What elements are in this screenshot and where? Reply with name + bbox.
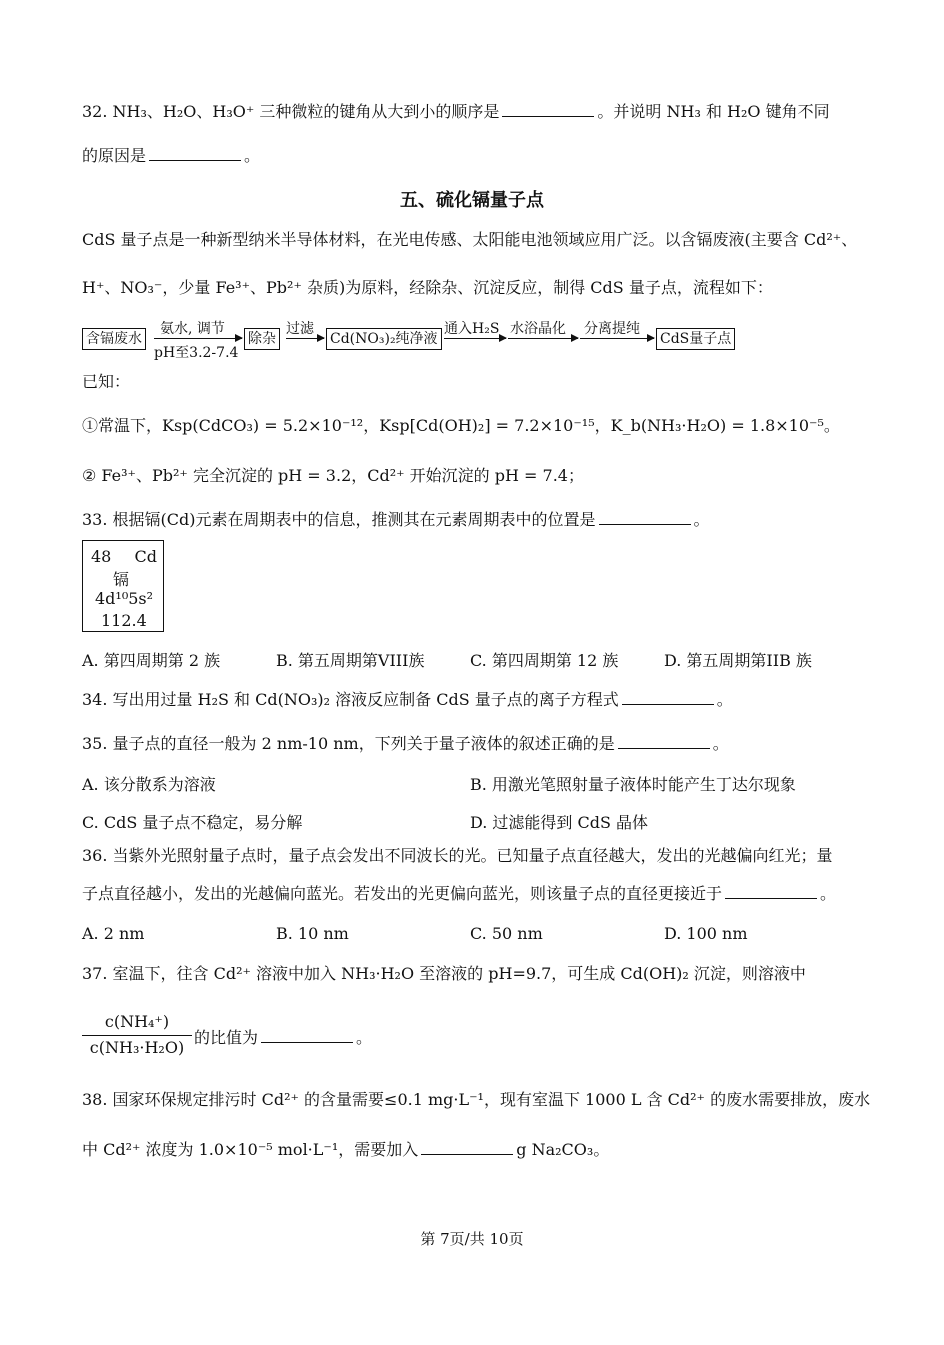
- q36-blank[interactable]: [725, 897, 817, 899]
- q35-text: 35. 量子点的直径一般为 2 nm-10 nm，下列关于量子液体的叙述正确的是: [82, 734, 615, 753]
- element-config: 4d¹⁰5s²: [95, 589, 154, 608]
- q35-tail: 。: [712, 734, 729, 753]
- flow-arrow-5-top: 分离提纯: [584, 321, 640, 337]
- q35-option-d[interactable]: D. 过滤能得到 CdS 晶体: [470, 813, 649, 832]
- q34-tail: 。: [716, 690, 733, 709]
- q36-option-b[interactable]: B. 10 nm: [276, 924, 349, 943]
- q37-line1: 37. 室温下，往含 Cd²⁺ 溶液中加入 NH₃·H₂O 至溶液的 pH=9.7，可生成 Cd(OH)₂ 沉淀，则溶液中: [82, 964, 806, 983]
- q32-line2: [82, 148, 260, 164]
- flow-arrow-2-top: 过滤: [286, 321, 314, 337]
- flow-arrow-5: [580, 338, 654, 339]
- q32-text: 32. NH₃、H₂O、H₃O⁺ 三种微粒的键角从大到小的顺序是: [82, 102, 500, 121]
- q36-line2: [82, 886, 836, 902]
- q33-line: [82, 512, 710, 528]
- q37-numerator: c(NH₄⁺): [104, 1012, 170, 1031]
- flow-arrow-1-top: 氨水, 调节: [160, 321, 225, 337]
- flow-box-pure-solution: Cd(NO₃)₂纯净液: [326, 328, 442, 350]
- q35-line: [82, 736, 729, 752]
- element-symbol: Cd: [134, 547, 157, 566]
- q37-denominator: c(NH₃·H₂O): [89, 1038, 185, 1057]
- q33-blank[interactable]: [599, 523, 691, 525]
- page-number: 第 7页/共 10页: [420, 1230, 524, 1248]
- q38-line1: 38. 国家环保规定排污时 Cd²⁺ 的含量需要≤0.1 mg·L⁻¹，现有室温下 1000 L 含 Cd²⁺ 的废水需要排放，废水: [82, 1090, 871, 1109]
- q33-text: 33. 根据镉(Cd)元素在周期表中的信息，推测其在元素周期表中的位置是: [82, 510, 596, 529]
- q38-text: 中 Cd²⁺ 浓度为 1.0×10⁻⁵ mol·L⁻¹，需要加入: [82, 1140, 419, 1159]
- flow-box-impurity-removal: 除杂: [244, 328, 280, 350]
- q32-line2-tail: 。: [244, 146, 261, 165]
- known-item-1: ①常温下，Ksp(CdCO₃) = 5.2×10⁻¹²，Ksp[Cd(OH)₂] = 7.2×10⁻¹⁵，K_b(NH₃·H₂O) = 1.8×10⁻⁵。: [82, 416, 840, 435]
- q36-option-c[interactable]: C. 50 nm: [470, 924, 543, 943]
- flow-arrow-3: [444, 338, 506, 339]
- element-number: 48: [91, 547, 112, 566]
- q32-line1: [82, 104, 830, 120]
- q32-text-tail: 。并说明 NH₃ 和 H₂O 键角不同: [597, 102, 830, 121]
- q36-option-d[interactable]: D. 100 nm: [664, 924, 748, 943]
- q33-tail: 。: [693, 510, 710, 529]
- intro-line2: H⁺、NO₃⁻，少量 Fe³⁺、Pb²⁺ 杂质)为原料，经除杂、沉淀反应，制得 CdS 量子点，流程如下：: [82, 278, 773, 297]
- process-flowchart: [82, 318, 762, 368]
- q37-after-text: 的比值为: [194, 1028, 259, 1047]
- q33-option-b[interactable]: B. 第五周期第VIII族: [276, 651, 425, 670]
- q38-tail: g Na₂CO₃。: [516, 1140, 610, 1159]
- flow-arrow-1: [154, 338, 242, 339]
- flow-arrow-3-top: 通入H₂S: [444, 321, 500, 337]
- q33-option-c[interactable]: C. 第四周期第 12 族: [470, 651, 619, 670]
- q36-line1: 36. 当紫外光照射量子点时，量子点会发出不同波长的光。已知量子点直径越大，发出的光越偏向红光；量: [82, 846, 833, 865]
- flow-box-cds-quantum-dot: CdS量子点: [656, 328, 735, 350]
- q38-line2: [82, 1142, 609, 1158]
- element-name: 镉: [113, 570, 130, 589]
- q36-tail: 。: [820, 884, 837, 903]
- q36-text: 子点直径越小，发出的光越偏向蓝光。若发出的光更偏向蓝光，则该量子点的直径更接近于: [82, 884, 723, 903]
- known-label: 已知：: [82, 372, 131, 391]
- q32-blank-1[interactable]: [502, 115, 594, 117]
- q33-option-d[interactable]: D. 第五周期第IIB 族: [664, 651, 812, 670]
- q37-fraction: [82, 1012, 192, 1057]
- flow-box-waste-water: 含镉废水: [82, 328, 146, 350]
- q35-option-b[interactable]: B. 用激光笔照射量子液体时能产生丁达尔现象: [470, 775, 796, 794]
- flow-arrow-4-top: 水浴晶化: [510, 321, 566, 337]
- q36-option-a[interactable]: A. 2 nm: [82, 924, 145, 943]
- flow-arrow-4: [508, 338, 578, 339]
- q35-option-c[interactable]: C. CdS 量子点不稳定，易分解: [82, 813, 303, 832]
- fraction-bar: [82, 1035, 192, 1036]
- q35-blank[interactable]: [618, 747, 710, 749]
- q37-blank[interactable]: [261, 1041, 353, 1043]
- q38-blank[interactable]: [421, 1153, 513, 1155]
- flow-arrow-2: [286, 338, 324, 339]
- q34-text: 34. 写出用过量 H₂S 和 Cd(NO₃)₂ 溶液反应制备 CdS 量子点的离子方程式: [82, 690, 619, 709]
- q34-blank[interactable]: [622, 703, 714, 705]
- flow-arrow-1-bottom: pH至3.2-7.4: [154, 345, 239, 361]
- q35-option-a[interactable]: A. 该分散系为溶液: [82, 775, 216, 794]
- q34-line: [82, 692, 733, 708]
- element-mass: 112.4: [101, 611, 147, 630]
- intro-line1: CdS 量子点是一种新型纳米半导体材料，在光电传感、太阳能电池领域应用广泛。以含镉废液(主要含 Cd²⁺、: [82, 230, 858, 249]
- q37-answer-line: [194, 1030, 372, 1046]
- element-card-cd: [82, 540, 164, 632]
- known-item-2: ② Fe³⁺、Pb²⁺ 完全沉淀的 pH = 3.2，Cd²⁺ 开始沉淀的 pH = 7.4；: [82, 466, 584, 485]
- q37-tail: 。: [356, 1028, 373, 1047]
- q33-option-a[interactable]: A. 第四周期第 2 族: [82, 651, 221, 670]
- section-title: 五、硫化镉量子点: [400, 190, 544, 211]
- q32-blank-2[interactable]: [149, 159, 241, 161]
- q32-reason-text: 的原因是: [82, 146, 147, 165]
